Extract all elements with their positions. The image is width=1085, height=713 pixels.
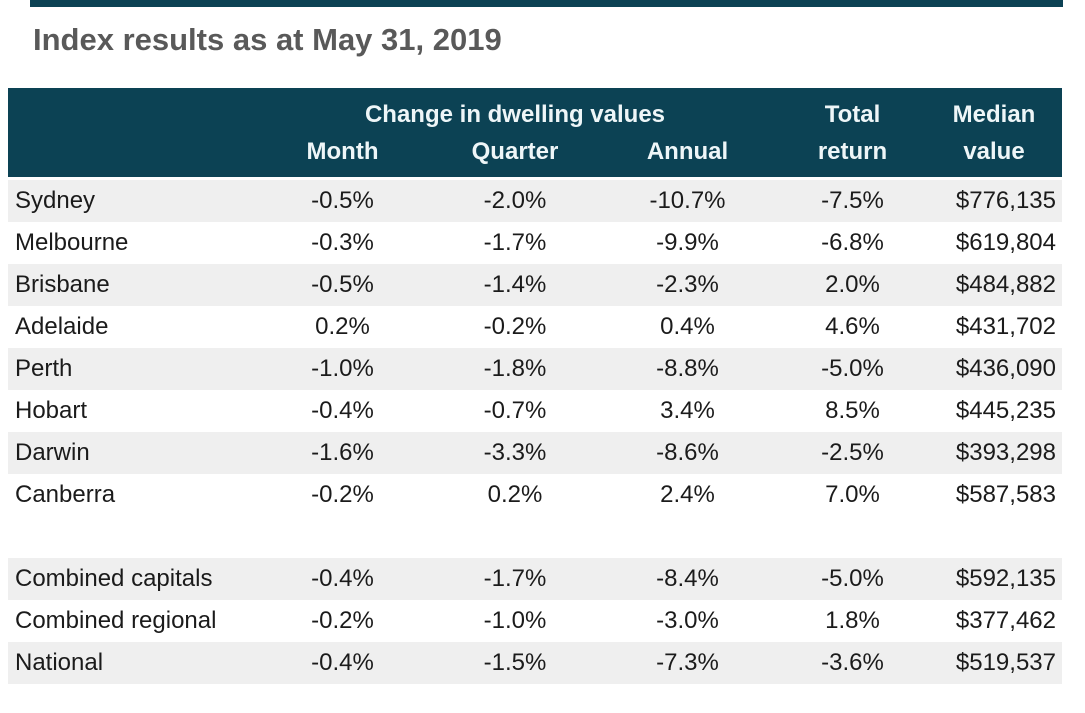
column-header-annual: Annual (646, 138, 729, 165)
table-row (8, 600, 1062, 642)
month-cell: -0.2% (311, 481, 374, 508)
table-row (8, 180, 1062, 222)
quarter-cell: -3.3% (483, 439, 547, 466)
column-header-month: Month (306, 138, 379, 165)
total-return-cell: -3.6% (821, 649, 884, 676)
month-cell: -1.0% (311, 355, 374, 382)
quarter-cell: -1.0% (483, 607, 547, 634)
median-value-cell: $619,804 (955, 229, 1056, 256)
annual-cell: -2.3% (656, 271, 719, 298)
annual-cell: 3.4% (660, 397, 715, 424)
table-row (8, 222, 1062, 264)
month-cell: -0.4% (311, 649, 374, 676)
row-name-cell: Darwin (15, 439, 90, 466)
annual-cell: -8.4% (656, 565, 719, 592)
median-value-cell: $436,090 (955, 355, 1056, 382)
median-value-cell: $484,882 (955, 271, 1056, 298)
month-cell: -0.4% (311, 397, 374, 424)
median-value-cell: $431,702 (955, 313, 1056, 340)
table-body (8, 180, 1062, 684)
total-return-cell: -7.5% (821, 187, 884, 214)
total-return-cell: -6.8% (821, 229, 884, 256)
total-return-cell: 1.8% (825, 607, 880, 634)
total-return-cell: 8.5% (825, 397, 880, 424)
median-value-cell: $377,462 (955, 607, 1056, 634)
row-name-cell: Combined regional (15, 607, 217, 634)
quarter-cell: 0.2% (487, 481, 543, 508)
row-name-cell: Perth (15, 355, 73, 382)
quarter-cell: -0.2% (483, 313, 547, 340)
table-row (8, 558, 1062, 600)
annual-cell: -7.3% (656, 649, 719, 676)
row-name-cell: Canberra (15, 481, 116, 508)
median-value-cell: $587,583 (955, 481, 1056, 508)
median-value-cell: $592,135 (955, 565, 1056, 592)
page-title: Index results as at May 31, 2019 (33, 22, 502, 57)
month-cell: -0.5% (311, 187, 374, 214)
annual-cell: -9.9% (656, 229, 719, 256)
table-row (8, 264, 1062, 306)
quarter-cell: -1.5% (483, 649, 547, 676)
table-row (8, 432, 1062, 474)
row-name-cell: Combined capitals (15, 565, 213, 592)
quarter-cell: -1.4% (483, 271, 547, 298)
month-cell: -1.6% (311, 439, 374, 466)
median-value-cell: $519,537 (955, 649, 1056, 676)
column-header-median-line1: Median (952, 100, 1036, 128)
table-header (8, 88, 1062, 177)
total-return-cell: -5.0% (821, 565, 884, 592)
quarter-cell: -2.0% (483, 187, 547, 214)
total-return-cell: 4.6% (825, 313, 880, 340)
table-row (8, 390, 1062, 432)
top-accent-bar (30, 0, 1063, 7)
column-header-total-line2: return (817, 138, 888, 165)
total-return-cell: 2.0% (825, 271, 880, 298)
annual-cell: 2.4% (660, 481, 715, 508)
total-return-cell: -2.5% (821, 439, 884, 466)
row-name-cell: Melbourne (15, 229, 129, 256)
annual-cell: -8.8% (656, 355, 719, 382)
month-cell: -0.4% (311, 565, 374, 592)
annual-cell: -8.6% (656, 439, 719, 466)
row-name-cell: Sydney (15, 187, 96, 214)
annual-cell: 0.4% (660, 313, 715, 340)
results-table (8, 88, 1062, 684)
quarter-cell: -1.7% (483, 565, 547, 592)
column-header-quarter: Quarter (471, 138, 559, 165)
annual-cell: -10.7% (649, 187, 726, 214)
row-name-cell: Adelaide (15, 313, 109, 340)
table-spacer-row (8, 516, 1062, 558)
table-row (8, 348, 1062, 390)
table-row (8, 642, 1062, 684)
column-header-median-line2: value (963, 138, 1025, 165)
month-cell: -0.3% (311, 229, 374, 256)
total-return-cell: 7.0% (825, 481, 880, 508)
median-value-cell: $776,135 (955, 187, 1056, 214)
quarter-cell: -0.7% (483, 397, 547, 424)
median-value-cell: $393,298 (955, 439, 1056, 466)
total-return-cell: -5.0% (821, 355, 884, 382)
row-name-cell: Brisbane (15, 271, 110, 298)
row-name-cell: Hobart (15, 397, 88, 424)
quarter-cell: -1.8% (483, 355, 547, 382)
quarter-cell: -1.7% (483, 229, 547, 256)
annual-cell: -3.0% (656, 607, 719, 634)
row-name-cell: National (15, 649, 104, 676)
month-cell: -0.2% (311, 607, 374, 634)
month-cell: 0.2% (315, 313, 370, 340)
column-header-total-line1: Total (824, 100, 881, 128)
table-row (8, 306, 1062, 348)
group-header-change-in-dwelling-values: Change in dwelling values (364, 100, 666, 128)
month-cell: -0.5% (311, 271, 374, 298)
table-row (8, 474, 1062, 516)
median-value-cell: $445,235 (955, 397, 1056, 424)
